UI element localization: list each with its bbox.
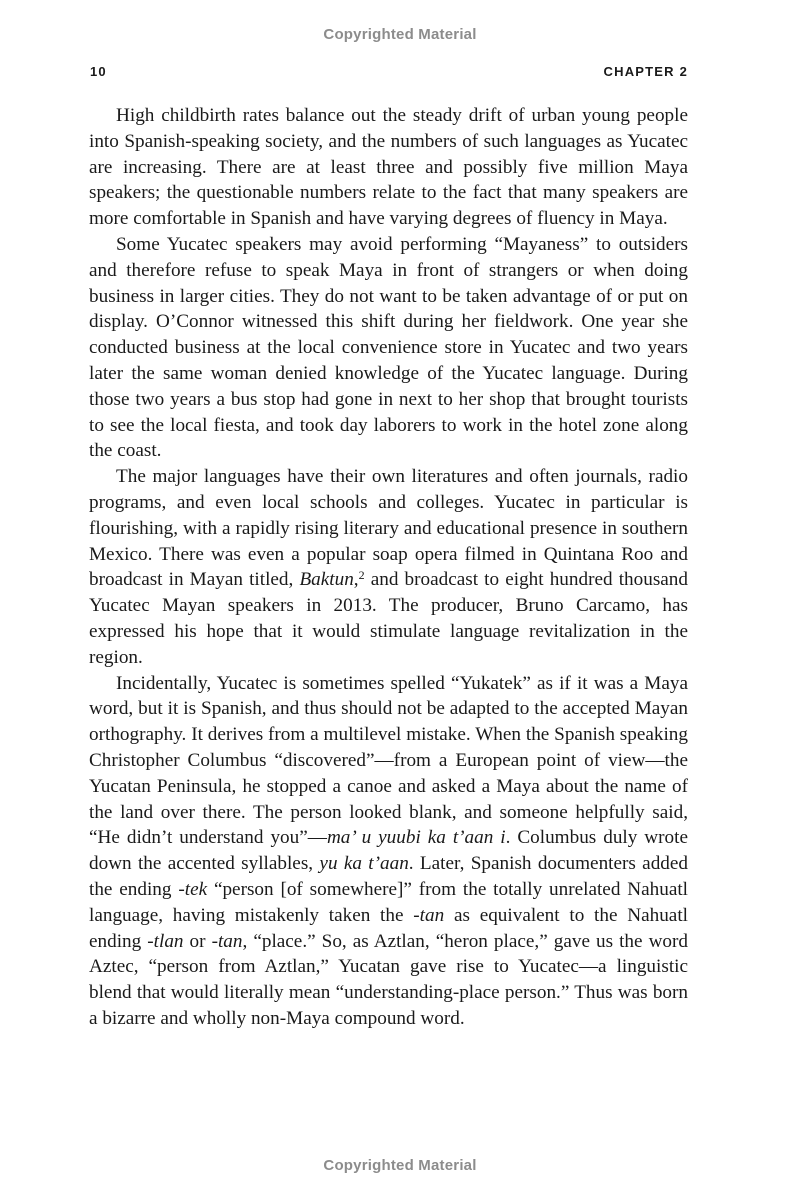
italic-term: ma’ u yuubi ka t’aan i: [326, 827, 506, 849]
paragraph: [89, 103, 688, 232]
copyright-watermark-bottom: Copyrighted Material: [323, 1157, 477, 1174]
text-run: or: [183, 930, 212, 952]
text-run: “person [of somewhere]” from the totally unrelated Nahuatl language, having mistakenly taken the: [89, 878, 688, 926]
text-run: Some Yucatec speakers may avoid performing “Mayaness” to outsiders and therefore refuse to speak Maya in front of strangers or when doing business in larger cities. They do not want to be taken advantage of or put on display. O’Connor witnessed this shift during her fieldwork. One year she conducted business at the local convenience store in Yucatec and two years later the same woman denied knowledge of the Yucatec language. During those two years a bus stop had gone in next to her shop that brought tourists to see the local fiesta, and took day laborers to work in the hotel zone along the coast.: [89, 233, 688, 462]
page-number: 10: [90, 64, 107, 79]
text-run: Incidentally, Yucatec is sometimes spelled “Yukatek” as if it was a Maya word, but it is Spanish, and thus should not be adapted to the accepted Mayan orthography. It derives from a multilevel mistake. When the Spanish speaking Christopher Columbus “discovered”—from a European point of view—the Yucatan Peninsula, he stopped a canoe and asked a Maya about the name of the land over there. The person looked blank, and someone helpfully said, “He didn’t understand you”—: [89, 672, 688, 849]
text-run: and broadcast to eight hundred thousand Yucatec Mayan speakers in 2013. The producer, Bruno Carcamo, has expressed his hope that it would stimulate language revitalization in the region.: [89, 569, 688, 668]
text-run: . Columbus duly wrote down the accented syllables,: [89, 827, 688, 875]
footnote-ref: 2: [358, 568, 365, 583]
text-run: . Later, Spanish documenters added the ending: [89, 853, 688, 900]
paragraph: [89, 232, 688, 464]
italic-term: -tek: [178, 878, 208, 900]
paragraph: [89, 464, 688, 670]
text-run: The major languages have their own literatures and often journals, radio programs, and even local schools and colleges. Yucatec in particular is flourishing, with a rapidly rising literary and educational presence in southern Mexico. There was even a popular soap opera filmed in Quintana Roo and broadcast in Mayan titled,: [89, 466, 688, 591]
italic-term: -tlan: [147, 930, 184, 952]
text-run: High childbirth rates balance out the steady drift of urban young people into Spanish-speaking society, and the numbers of such languages as Yucatec are increasing. There are at least three and possibly five million Maya speakers; the questionable numbers relate to the fact that many speakers are more comfortable in Spanish and have varying degrees of fluency in Maya.: [89, 105, 688, 230]
italic-term: -tan: [413, 904, 445, 926]
text-run: , “place.” So, as Aztlan, “heron place,” gave us the word Aztec, “person from Aztlan,” Yucatan gave rise to Yucatec—a linguistic blend that would literally mean “understanding-place person.” Thus was born a bizarre and wholly non-Maya compound word.: [89, 930, 688, 1029]
body-text: [89, 103, 688, 1032]
paragraph: [89, 671, 688, 1032]
text-run: as equivalent to the Nahuatl ending: [89, 904, 688, 952]
italic-term: Baktun: [299, 569, 354, 591]
copyright-watermark-top: Copyrighted Material: [323, 26, 477, 43]
italic-term: yu ka t’aan: [319, 853, 409, 875]
italic-term: -tan: [211, 930, 243, 952]
chapter-heading: CHAPTER 2: [603, 64, 688, 79]
text-run: ,: [353, 569, 359, 591]
running-head: [90, 64, 688, 84]
